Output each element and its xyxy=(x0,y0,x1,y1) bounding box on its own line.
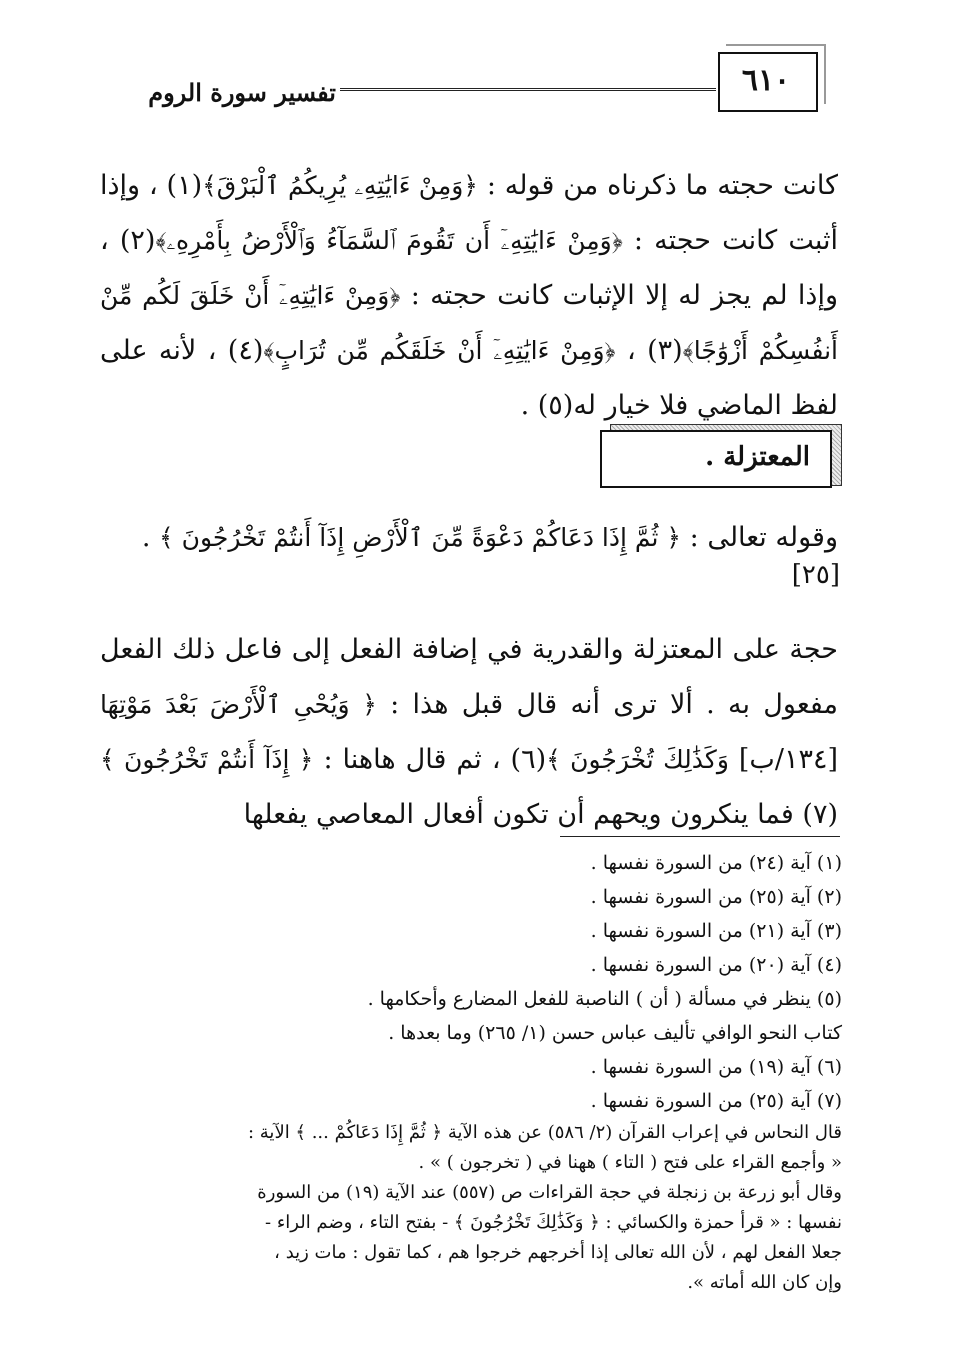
quran-quote: ﴿وَمِنْ ءَايَٰتِهِۦٓ أَن تَقُومَ ٱلسَّمَآءُ وَٱلْأَرْضُ بِأَمْرِهِۦ﴾ xyxy=(155,226,623,255)
footnote-2: (٢) آية (٢٥) من السورة نفسها . xyxy=(590,886,842,908)
footnote-7-note-line: جعلا الفعل لهم ، لأن الله تعالى إذا أخرجهم خرجوا هم ، كما تقول : مات زيد ، xyxy=(274,1242,842,1263)
quran-quote: ﴿وَمِنْ ءَايَٰتِهِۦٓ أَنْ خَلَقَكُم مِّن تُرَابٍ﴾ xyxy=(263,336,616,365)
paragraph-argument xyxy=(100,622,838,842)
text-run: حجة على المعتزلة والقدرية في إضافة الفعل إلى فاعل ذلك الفعل مفعول به . ألا ترى أنه قال قبل هذا : xyxy=(100,634,838,720)
text-run: (١) ، وإذا أثبت كانت حجته : xyxy=(100,170,838,256)
footnote-6: (٦) آية (١٩) من السورة نفسها . xyxy=(590,1056,842,1078)
footnote-7: (٧) آية (٢٥) من السورة نفسها . xyxy=(590,1090,842,1112)
text-run: . xyxy=(141,522,160,553)
footnote-7-note-line: قال النحاس في إعراب القرآن (٢/ ٥٨٦) عن هذه الآية ﴿ ثُمَّ إِذَا دَعَاكُمْ ... ﴾ الآية : xyxy=(248,1122,842,1143)
footnote-7-note-line: وقال أبو زرعة بن زنجلة في حجة القراءات ص (٥٥٧) عند الآية (١٩) من السورة xyxy=(257,1182,842,1203)
text-run: كانت حجته ما ذكرناه من قوله : xyxy=(477,170,838,201)
footnote-7-note-line: « وأجمع القراء على فتح ( التاء ) ههنا في ( تخرجون ) » . xyxy=(418,1152,842,1173)
quran-quote: ﴿وَمِنْ ءَايَٰتِهِۦٓ أَنْ خَلَقَ لَكُم مِّنْ أَنفُسِكُمْ أَزْوَٰجًا﴾ xyxy=(100,281,838,365)
verse-reference: [٢٥] xyxy=(791,560,840,590)
paragraph-proof xyxy=(100,158,838,433)
footnote-7-note-line: نفسها : « قرأ حمزة والكسائي : ﴿ وَكَذَٰلِكَ تَخْرُجُونَ ﴾ - بفتح التاء ، وضم الراء - xyxy=(265,1212,842,1233)
footnotes xyxy=(100,846,842,1298)
verse-line xyxy=(100,510,838,565)
footnote-5-cont: كتاب النحو الوافي تأليف عباس حسن (١/ ٢٦٥) وما بعدها . xyxy=(388,1022,842,1044)
running-title: تفسير سورة الروم xyxy=(148,78,336,107)
text-run: (٦) ، ثم قال هاهنا : xyxy=(313,744,547,775)
footnote-5: (٥) ينظر في مسألة ( أن ) الناصبة للفعل المضارع وأحكامها . xyxy=(367,988,842,1010)
text-run: وقوله تعالى : xyxy=(681,522,838,553)
text-run: (٣) ، xyxy=(615,335,683,366)
manuscript-folio-ref: [١٣٤/ب] xyxy=(728,744,838,775)
quran-quote: ﴿ ثُمَّ إِذَا دَعَاكُمْ دَعْوَةً مِّنَ ٱلْأَرْضِ إِذَآ أَنتُمْ تَخْرُجُونَ ﴾ xyxy=(159,523,682,552)
header-rule xyxy=(340,88,716,91)
quran-quote: ﴿ وَيُحْىِ ٱلْأَرْضَ بَعْدَ مَوْتِهَا xyxy=(100,690,377,719)
section-heading: المعتزلة . xyxy=(705,442,810,472)
footnote-4: (٤) آية (٢٠) من السورة نفسها . xyxy=(590,954,842,976)
page-number: ٦١٠ xyxy=(741,62,791,98)
footnote-7-note-line: وإن كان الله أماته ». xyxy=(687,1272,842,1293)
text-run: (٢) ، وإذا لم يجز له إلا الإثبات كانت حجته : xyxy=(100,225,838,311)
footnote-3: (٣) آية (٢١) من السورة نفسها . xyxy=(590,920,842,942)
text-run: (٧) فما ينكرون ويحهم أن تكون أفعال المعاصي يفعلها xyxy=(243,799,838,830)
quran-quote: ﴿وَمِنْ ءَايَٰتِهِۦ يُرِيكُمُ ٱلْبَرْقَ﴾ xyxy=(202,171,478,200)
quran-quote: ﴿ إِذَآ أَنتُمْ تَخْرُجُونَ ﴾ xyxy=(100,745,314,774)
text-run: (٤) ، لأنه على لفظ الماضي فلا خيار له(٥) . xyxy=(100,335,838,421)
quran-quote: وَكَذَٰلِكَ تُخْرَجُونَ ﴾ xyxy=(546,745,729,774)
footnote-1: (١) آية (٢٤) من السورة نفسها . xyxy=(590,852,842,874)
footnote-separator xyxy=(560,836,840,837)
